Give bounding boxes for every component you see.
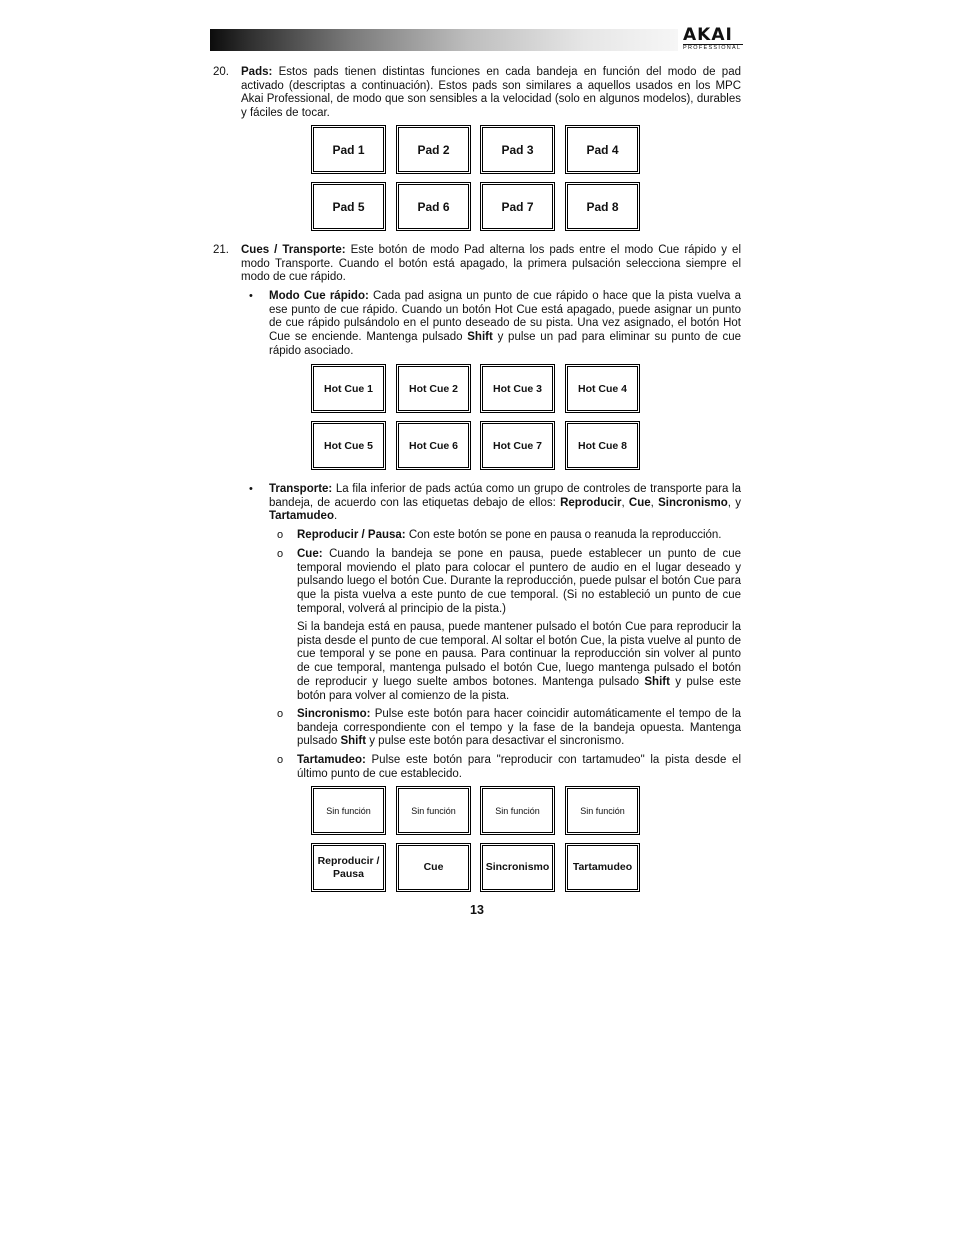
separator: , <box>621 496 629 509</box>
no-function-pad-1 <box>311 786 386 835</box>
stutter-pad <box>565 843 640 892</box>
pad-label: Pad 7 <box>501 199 534 214</box>
transporte-label: Transporte: <box>269 483 333 495</box>
cue-text-2: Si la bandeja está en pausa, puede mantener pulsado el botón Cue para reproducir la pista desde el punto de cue temporal. Al soltar el botón Cue, la pista vuelve al punto de cue temporal y se pone en pausa. Para continuar la reproducción sin volver al punto de cue temporal, mantenga pulsado el botón Cue, luego mantenga pulsado el botón de reproducir y luego suelte ambos botones. Mantenga pulsado <box>297 621 741 688</box>
hot-cue-8 <box>565 421 640 470</box>
cue-pad <box>396 843 471 892</box>
period: . <box>333 510 338 523</box>
pad-5 <box>311 182 386 231</box>
reproducir-paragraph <box>297 529 741 543</box>
pad-label: Cue <box>423 861 444 873</box>
logo-mark: AKAI <box>683 25 733 45</box>
pad-label: Pad 5 <box>332 199 365 214</box>
pad-label: Pad 4 <box>586 142 619 157</box>
tartamudeo-word: Tartamudeo <box>269 510 334 523</box>
bullet-icon: • <box>249 290 253 302</box>
sincronismo-label: Sincronismo: <box>297 708 371 720</box>
cue-text-2-end: y pulse este botón para volver al comienzo de la pista. <box>297 675 741 702</box>
pad-1 <box>311 125 386 174</box>
sincronismo-word: Sincronismo <box>658 496 728 509</box>
modo-cue-label: Modo Cue rápido: <box>269 290 369 302</box>
sub-bullet-icon: o <box>277 754 284 766</box>
sub-bullet-icon: o <box>277 708 284 720</box>
shift-label: Shift <box>644 675 670 688</box>
pad-label: Pad 6 <box>417 199 450 214</box>
pad-4 <box>565 125 640 174</box>
cue-word: Cue <box>628 496 651 509</box>
hot-cue-label: Hot Cue 5 <box>323 439 373 452</box>
pad-label: Sin función <box>495 805 540 816</box>
hot-cue-label: Hot Cue 8 <box>577 439 627 452</box>
shift-label: Shift <box>467 331 493 344</box>
item-20-paragraph <box>241 66 741 121</box>
hot-cue-label: Hot Cue 6 <box>408 439 458 452</box>
bullet-icon: • <box>249 483 253 495</box>
cue-paragraph <box>297 548 741 617</box>
no-function-pad-2 <box>396 786 471 835</box>
sincronismo-paragraph <box>297 708 741 749</box>
logo-subtitle: PROFESSIONAL <box>683 45 742 51</box>
hot-cue-7 <box>480 421 555 470</box>
hot-cue-label: Hot Cue 7 <box>492 439 542 452</box>
hot-cue-2 <box>396 364 471 413</box>
tartamudeo-paragraph <box>297 754 741 781</box>
separator: , <box>650 496 659 509</box>
header-gradient-bar <box>210 29 678 51</box>
pad-label: Tartamudeo <box>572 861 633 873</box>
shift-label: Shift <box>340 735 367 748</box>
tartamudeo-text: Pulse este botón para "reproducir con tartamudeo" la pista desde el último punto de cue establecido. <box>297 754 741 780</box>
item-21-number: 21. <box>213 244 229 256</box>
play-pause-pad <box>311 843 386 892</box>
hot-cue-5 <box>311 421 386 470</box>
hot-cue-6 <box>396 421 471 470</box>
hot-cue-label: Hot Cue 3 <box>492 382 542 395</box>
pad-label: Sin función <box>580 805 625 816</box>
hot-cue-1 <box>311 364 386 413</box>
hot-cue-label: Hot Cue 2 <box>408 382 458 395</box>
pad-label: Sincronismo <box>485 861 550 873</box>
item-20-label: Pads: <box>241 66 273 78</box>
reproducir-text: Con este botón se pone en pausa o reanuda la reproducción. <box>405 529 722 541</box>
pad-8 <box>565 182 640 231</box>
no-function-pad-4 <box>565 786 640 835</box>
pad-6 <box>396 182 471 231</box>
item-21-paragraph <box>241 244 741 285</box>
modo-cue-text-end: y pulse un pad para eliminar su punto de cue rápido asociado. <box>269 331 741 357</box>
modo-cue-paragraph <box>269 290 741 359</box>
sincronismo-text: Pulse este botón para hacer coincidir automáticamente el tempo de la bandeja correspondiente con el tempo y la fase de la bandeja opuesta. Mantenga pulsado <box>297 708 741 748</box>
pad-label: Pad 3 <box>501 142 534 157</box>
page-number: 13 <box>470 903 484 917</box>
item-21-text: Este botón de modo Pad alterna los pads entre el modo Cue rápido y el modo Transporte. Cuando el botón está apagado, la primera pulsación selecciona siempre el modo de cue rápido. <box>241 244 741 284</box>
hot-cue-4 <box>565 364 640 413</box>
tartamudeo-label: Tartamudeo: <box>297 754 366 766</box>
pad-2 <box>396 125 471 174</box>
pad-label: Pad 2 <box>417 142 450 157</box>
sincronismo-text-end: y pulse este botón para desactivar el sincronismo. <box>366 735 625 748</box>
akai-logo <box>683 25 743 51</box>
sync-pad <box>480 843 555 892</box>
pad-label: Reproducir / Pausa <box>317 854 380 880</box>
pad-7 <box>480 182 555 231</box>
pad-label: Sin función <box>411 805 456 816</box>
cue-label: Cue: <box>297 548 323 560</box>
pad-label: Pad 1 <box>332 142 365 157</box>
hot-cue-3 <box>480 364 555 413</box>
pad-label: Sin función <box>326 805 371 816</box>
modo-cue-text: Cada pad asigna un punto de cue rápido o hace que la pista vuelva a ese punto de cue rápido. Cuando un botón Hot Cue está apagado, puede asignar un punto de cue rápido pulsándolo en el punto deseado de su pista. Una vez asignado, el botón Hot Cue se enciende. Mantenga pulsado <box>269 290 741 344</box>
pad-label: Pad 8 <box>586 199 619 214</box>
cue-text: Cuando la bandeja se pone en pausa, puede establecer un punto de cue temporal moviendo el plato para colocar el puntero de audio en el lugar deseado y pulsando luego el botón Cue. Durante la reproducción, puede pulsar el botón Cue para que la pista vuelva a este punto de cue temporal. (Si no estableció un punto de cue temporal, volverá al principio de la pista.) <box>297 548 741 615</box>
sub-bullet-icon: o <box>277 529 284 541</box>
sub-bullet-icon: o <box>277 548 284 560</box>
transporte-paragraph <box>269 483 741 524</box>
cue-paragraph-2 <box>297 621 741 703</box>
item-21-label: Cues / Transporte: <box>241 244 346 256</box>
pad-3 <box>480 125 555 174</box>
transporte-text: La fila inferior de pads actúa como un grupo de controles de transporte para la bandeja, de acuerdo con las etiquetas debajo de ellos: <box>269 483 741 509</box>
item-20-text: Estos pads tienen distintas funciones en cada bandeja en función del modo de pad activado (descriptas a continuación). Estos pads son similares a aquellos usados en los MPC Akai Professional, de modo que son sensibles a la velocidad (solo en algunos modelos), durables y fáciles de tocar. <box>241 66 741 120</box>
separator: , y <box>727 496 742 509</box>
hot-cue-label: Hot Cue 4 <box>577 382 627 395</box>
item-20-number: 20. <box>213 66 229 78</box>
reproducir-word: Reproducir <box>560 496 622 509</box>
hot-cue-label: Hot Cue 1 <box>323 382 373 395</box>
reproducir-label: Reproducir / Pausa: <box>297 529 406 541</box>
no-function-pad-3 <box>480 786 555 835</box>
